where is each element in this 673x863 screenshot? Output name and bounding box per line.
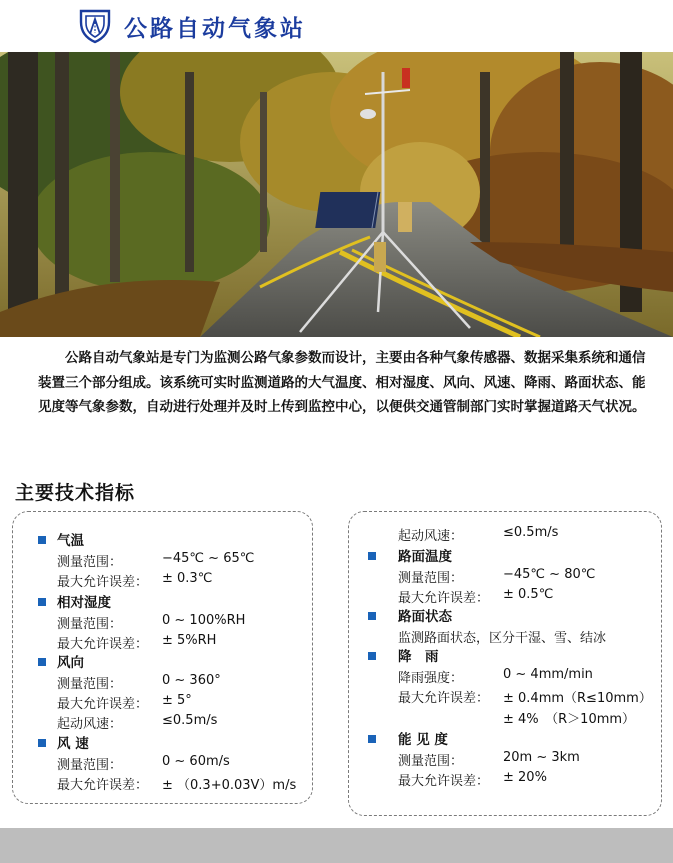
bullet-visibility <box>368 735 376 743</box>
road-temp-range-label: 测量范围： <box>398 571 464 586</box>
wind-speed-range-label: 测量范围： <box>57 758 123 773</box>
road-state-title: 路面状态 <box>398 609 452 625</box>
rain-error-value-1: ± 0.4mm（R≤10mm） <box>503 691 652 706</box>
wind-dir-title: 风向 <box>57 655 84 671</box>
wind-dir-error-label: 最大允许误差： <box>57 697 149 712</box>
bullet-road-state <box>368 612 376 620</box>
wind-dir-start-label: 起动风速： <box>57 717 123 732</box>
visibility-title: 能 见 度 <box>398 732 448 748</box>
wind-speed-title: 风 速 <box>57 736 89 752</box>
air-temp-error-label: 最大允许误差： <box>57 575 149 590</box>
road-temp-error-value: ± 0.5℃ <box>503 587 554 602</box>
weather-station-photo <box>0 52 673 337</box>
road-temp-title: 路面温度 <box>398 549 452 565</box>
intro-paragraph <box>38 346 648 420</box>
rain-intensity-label: 降雨强度： <box>398 671 464 686</box>
wind-speed-range-value: 0 ~ 60m/s <box>162 754 230 769</box>
rain-title: 降 雨 <box>398 649 439 665</box>
air-temp-error-value: ± 0.3℃ <box>162 571 213 586</box>
visibility-error-value: ± 20% <box>503 770 547 785</box>
bullet-rain <box>368 652 376 660</box>
section-title: 主要技术指标 <box>15 482 136 504</box>
bullet-road-temp <box>368 552 376 560</box>
humidity-error-label: 最大允许误差： <box>57 637 149 652</box>
air-temp-range-value: −45℃ ~ 65℃ <box>162 551 255 566</box>
bullet-wind-dir <box>38 658 46 666</box>
humidity-title: 相对湿度 <box>57 595 111 611</box>
bullet-wind-speed <box>38 739 46 747</box>
right-start-value: ≤0.5m/s <box>503 525 559 540</box>
intro-text: 公路自动气象站是专门为监测公路气象参数而设计，主要由各种气象传感器、数据采集系统和通信装置三个部分组成。该系统可实时监测道路的大气温度、相对湿度、风向、风速、降雨、路面状态、能见度等气象参数，自动进行处理并及时上传到监控中心，以便供交通管制部门实时掌握道路天气状况。 <box>38 350 646 415</box>
wind-dir-error-value: ± 5° <box>162 693 192 708</box>
air-temp-title: 气温 <box>57 533 84 549</box>
page-title: 公路自动气象站 <box>124 15 306 42</box>
air-temp-range-label: 测量范围： <box>57 555 123 570</box>
rain-error-label: 最大允许误差： <box>398 691 490 706</box>
wind-dir-range-label: 测量范围： <box>57 677 123 692</box>
bullet-air-temp <box>38 536 46 544</box>
wind-dir-range-value: 0 ~ 360° <box>162 673 221 688</box>
right-start-label: 起动风速： <box>398 529 464 544</box>
road-sign-logo-icon <box>78 8 112 44</box>
visibility-range-label: 测量范围： <box>398 754 464 769</box>
rain-error-value-2: ± 4% （R＞10mm） <box>503 712 636 727</box>
visibility-error-label: 最大允许误差： <box>398 774 490 789</box>
humidity-range-value: 0 ~ 100%RH <box>162 613 246 628</box>
wind-speed-error-value: ± （0.3+0.03V）m/s <box>162 778 297 793</box>
wind-speed-error-label: 最大允许误差： <box>57 778 149 793</box>
road-temp-range-value: −45℃ ~ 80℃ <box>503 567 596 582</box>
humidity-range-label: 测量范围： <box>57 617 123 632</box>
rain-intensity-value: 0 ~ 4mm/min <box>503 667 593 682</box>
road-temp-error-label: 最大允许误差： <box>398 591 490 606</box>
humidity-error-value: ± 5%RH <box>162 633 217 648</box>
bullet-humidity <box>38 598 46 606</box>
road-state-desc: 监测路面状态，区分干湿、雪、结冰 <box>398 631 607 646</box>
page-header <box>0 0 673 52</box>
footer-bar <box>0 828 673 863</box>
visibility-range-value: 20m ~ 3km <box>503 750 580 765</box>
wind-dir-start-value: ≤0.5m/s <box>162 713 218 728</box>
